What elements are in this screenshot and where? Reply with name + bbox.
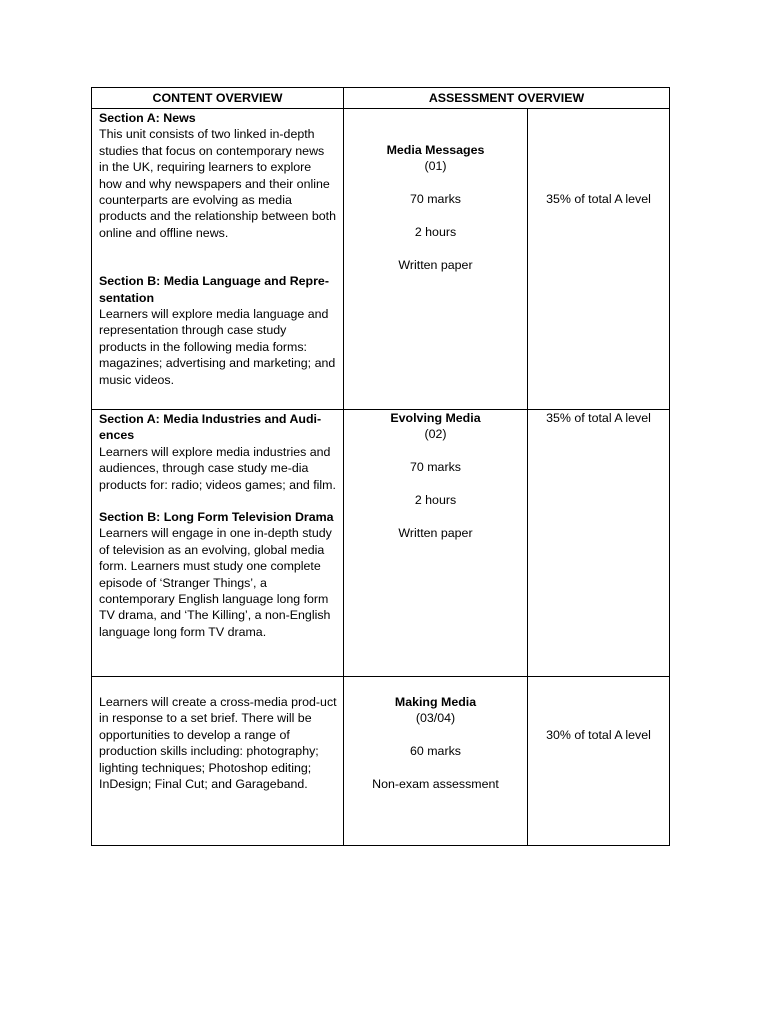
duration: 2 hours [414,493,457,507]
assessment-overview-header: ASSESSMENT OVERVIEW [344,88,670,109]
section-text: Learners will engage in one in-depth study of television as an evolving, global media form. Learners must study one complete episode of ‘Stranger Things’, a contemporary English language long form TV drama, and ‘The Killing’, a non-English language long form TV drama. [99,526,332,639]
weighting-cell [528,677,670,846]
weighting: 30% of total A level [546,728,651,742]
marks: 70 marks [410,192,461,207]
section-heading: Section A: Media Industries and Audi-ences [99,412,322,443]
assessment-cell [344,677,528,846]
content-cell [92,410,344,677]
component-code: (01) [424,159,447,174]
table-row [92,677,670,846]
assessment-format: Written paper [398,257,473,272]
weighting: 35% of total A level [546,192,651,206]
section-text: Learners will create a cross-media prod-uct in response to a set brief. There will be opportunities to develop a range of production skills including: photography; lighting techniques; Photoshop editing; InDesign; Final Cut; and Garageband. [99,695,337,792]
component-code: (02) [424,427,447,442]
section-heading: Section A: News [99,111,196,125]
weighting-cell [528,109,670,410]
component-code: (03/04) [415,711,456,726]
content-assessment-table [91,87,670,846]
section-text: This unit consists of two linked in-depth studies that focus on contemporary news in the UK, requiring learners to explore how and why newspapers and their online counterparts are evolving as media products and the relationship between both online and offline news. [99,127,336,240]
weighting: 35% of total A level [546,411,651,425]
content-cell [92,677,344,846]
section-heading: Section B: Media Language and Repre-sentation [99,274,329,305]
table-row [92,410,670,677]
component-title: Making Media [394,695,477,709]
assessment-cell [344,109,528,410]
assessment-format: Written paper [398,525,473,540]
content-cell [92,109,344,410]
component-title: Media Messages [386,143,485,157]
component-title: Evolving Media [390,411,481,425]
assessment-cell [344,410,528,677]
content-overview-header: CONTENT OVERVIEW [92,88,344,109]
assessment-format: Non-exam assessment [372,777,499,791]
marks: 70 marks [410,460,461,475]
section-text: Learners will explore media language and representation through case study products in the following media forms: magazines; advertising and marketing; and music videos. [99,307,336,387]
weighting-cell [528,410,670,677]
marks: 60 marks [410,744,461,759]
table-header-row [92,88,670,109]
section-text: Learners will explore media industries and audiences, through case study me-dia products for: radio; videos games; and film. [99,444,336,492]
duration: 2 hours [414,225,457,239]
table-row [92,109,670,410]
section-heading: Section B: Long Form Television Drama [99,510,334,525]
